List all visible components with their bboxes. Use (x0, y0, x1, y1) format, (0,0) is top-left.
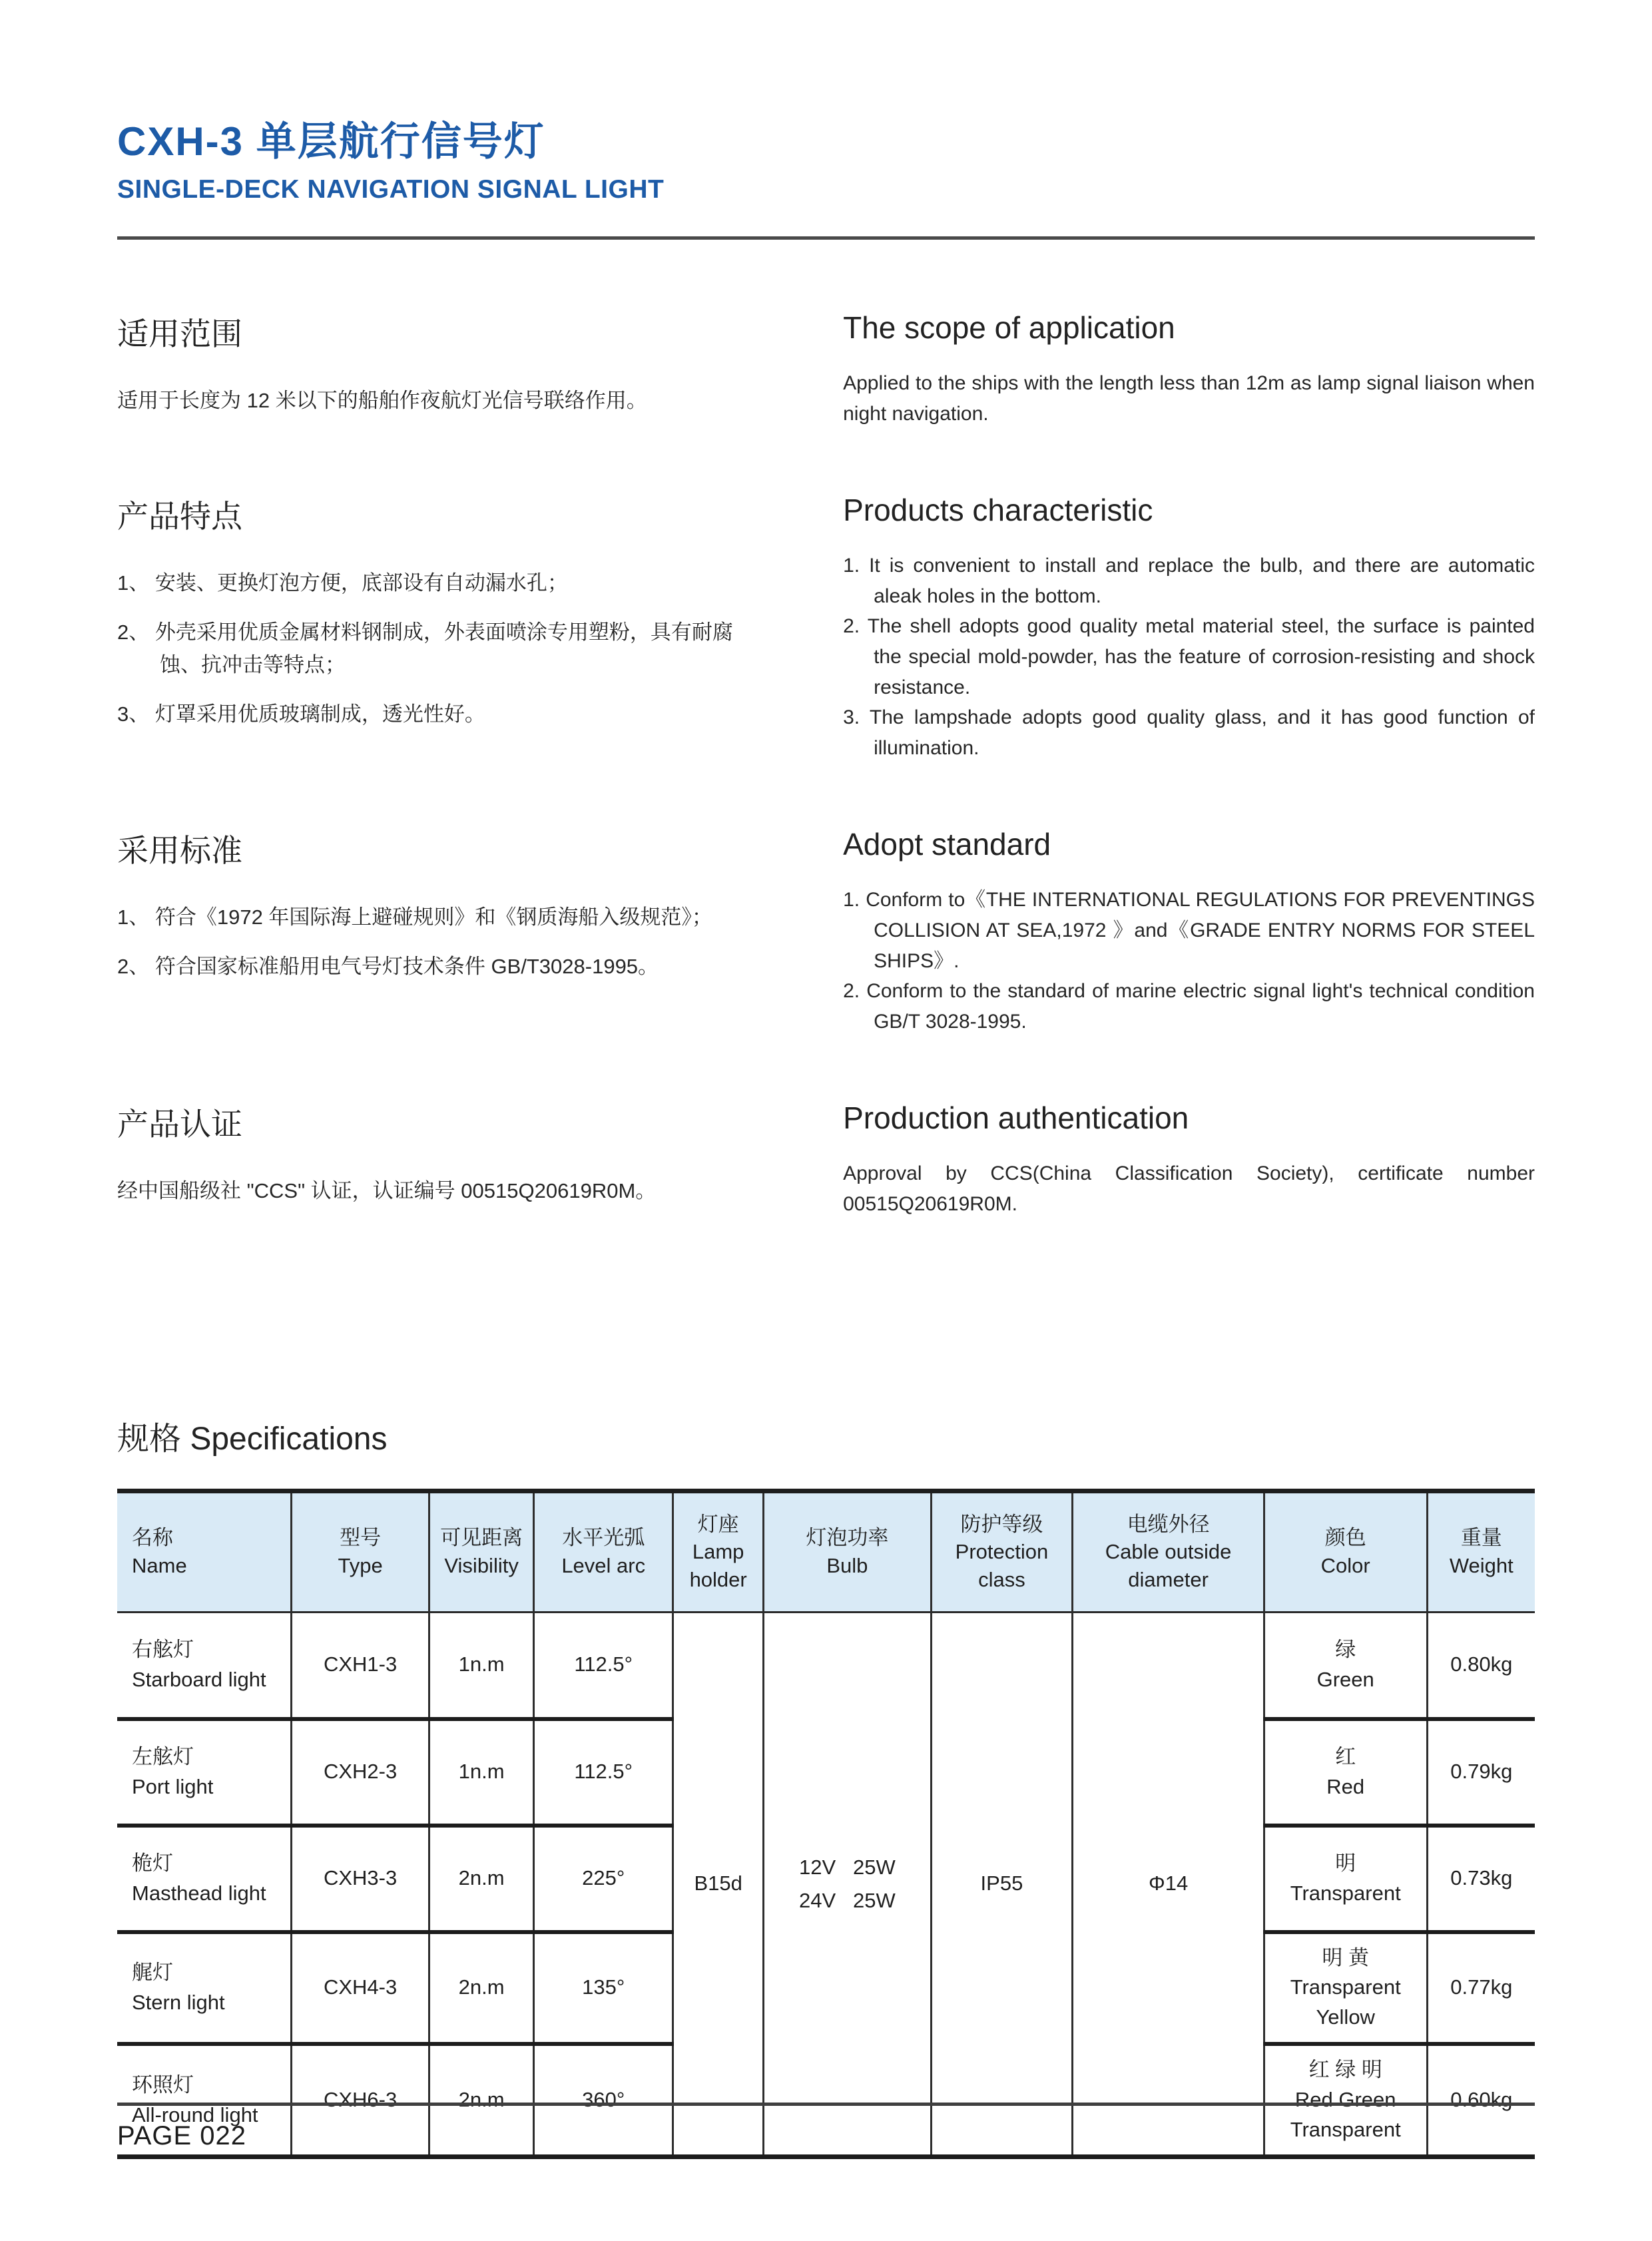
header-en: Type (338, 1554, 383, 1578)
table-row (117, 1613, 1535, 1719)
cell-color (1264, 1613, 1427, 1719)
sections-grid (117, 310, 1535, 1220)
cell-name (117, 1719, 292, 1826)
name-en: Starboard light (132, 1667, 266, 1691)
list-item: 2. Conform to the standard of marine electric signal light's technical condition GB/T 3028-1995. (843, 980, 1535, 1033)
section-heading: 产品认证 (117, 1107, 242, 1142)
cell-visibility: 1n.m (429, 1719, 534, 1826)
section-body: 适用于长度为 12 米以下的船舶作夜航灯光信号联络作用。 (117, 389, 647, 412)
cell-type: CXH3-3 (292, 1826, 429, 1932)
cell-protection: IP55 (931, 1613, 1073, 2157)
cell-level-arc: 225° (534, 1826, 673, 1932)
color-cn: 绿 (1335, 1637, 1356, 1661)
column-header-name (117, 1491, 292, 1613)
section-standard-en (843, 826, 1535, 1037)
name-cn: 左舷灯 (132, 1744, 194, 1768)
cell-type: CXH1-3 (292, 1613, 429, 1719)
section-list (843, 551, 1535, 763)
section-heading: Production authentication (843, 1101, 1189, 1136)
cell-type: CXH6-3 (292, 2044, 429, 2156)
bulb-line: 12V 25W (799, 1856, 896, 1879)
page-title-en: SINGLE-DECK NAVIGATION SIGNAL LIGHT (117, 175, 665, 204)
color-en: Transparent Yellow (1290, 1975, 1401, 2029)
cell-type: CXH4-3 (292, 1932, 429, 2045)
header-cn: 灯泡功率 (806, 1526, 889, 1550)
list-item: 1. Conform to《THE INTERNATIONAL REGULATIONS FOR PREVENTINGS COLLISION AT SEA,1972 》and《GRADE ENTRY NORMS FOR STEEL SHIPS》. (843, 889, 1535, 972)
color-en: Transparent (1290, 1881, 1401, 1905)
header-en: Visibility (444, 1554, 519, 1578)
name-en: Masthead light (132, 1881, 266, 1905)
cell-weight: 0.79kg (1427, 1719, 1535, 1826)
cell-visibility: 1n.m (429, 1613, 534, 1719)
section-scope-cn (117, 310, 770, 429)
section-heading: 采用标准 (117, 833, 242, 869)
section-cert-cn (117, 1100, 770, 1219)
cell-weight: 0.60kg (1427, 2044, 1535, 2156)
header-en: Bulb (826, 1554, 868, 1578)
header-cn: 可见距离 (440, 1526, 523, 1550)
column-header-visibility (429, 1491, 534, 1613)
header-cn: 灯座 (697, 1512, 739, 1536)
cell-name (117, 1613, 292, 1719)
section-heading: 产品特点 (117, 499, 242, 535)
section-heading: Products characteristic (843, 493, 1153, 528)
cell-level-arc: 112.5° (534, 1613, 673, 1719)
bulb-line: 24V 25W (799, 1888, 896, 1912)
cell-name (117, 1826, 292, 1932)
name-en: Stern light (132, 1990, 225, 2014)
cell-color (1264, 1719, 1427, 1826)
header-en: Lamp holder (689, 1540, 747, 1592)
list-item: 2、 符合国家标准船用电气号灯技术条件 GB/T3028-1995。 (117, 954, 659, 978)
page-number: PAGE 022 (117, 2121, 247, 2150)
specs-header-row (117, 1491, 1535, 1613)
cell-color (1264, 2044, 1427, 2156)
section-body: Approval by CCS(China Classification Society), certificate number 00515Q20619R0M. (843, 1162, 1535, 1215)
header-cn: 水平光弧 (562, 1526, 645, 1550)
name-en: Port light (132, 1774, 214, 1798)
header-cn: 颜色 (1324, 1526, 1366, 1550)
header-en: Weight (1449, 1554, 1514, 1578)
header-en: Color (1320, 1554, 1370, 1578)
header-cn: 型号 (340, 1526, 382, 1550)
column-header-bulb (764, 1491, 931, 1613)
header-cn: 电缆外径 (1127, 1512, 1210, 1536)
list-item: 2. The shell adopts good quality metal material steel, the surface is painted the special mold-powder, has the feature of corrosion-resisting and shock resistance. (843, 615, 1535, 698)
name-cn: 环照灯 (132, 2073, 194, 2097)
color-en: Red (1326, 1774, 1365, 1798)
list-item: 2、 外壳采用优质金属材料钢制成，外表面喷涂专用塑粉，具有耐腐蚀、抗冲击等特点； (117, 620, 733, 677)
page-title-cn: CXH-3 单层航行信号灯 (117, 119, 545, 164)
list-item: 3. The lampshade adopts good quality glass, and it has good function of illumination. (843, 706, 1535, 759)
header-en: Protection class (955, 1540, 1049, 1592)
name-cn: 艉灯 (132, 1961, 173, 1984)
cell-visibility: 2n.m (429, 2044, 534, 2156)
cell-visibility: 2n.m (429, 1932, 534, 2045)
section-features-en (843, 492, 1535, 763)
section-heading: Adopt standard (843, 827, 1051, 862)
list-item: 1. It is convenient to install and replace the bulb, and there are automatic aleak holes in the bottom. (843, 555, 1535, 607)
cell-weight: 0.80kg (1427, 1613, 1535, 1719)
column-header-color (1264, 1491, 1427, 1613)
list-item: 1、 安装、更换灯泡方便，底部设有自动漏水孔； (117, 571, 568, 595)
cell-level-arc: 360° (534, 2044, 673, 2156)
name-en: All-round light (132, 2103, 258, 2126)
cell-bulb (764, 1613, 931, 2157)
section-list (117, 901, 770, 983)
column-header-cable (1073, 1491, 1264, 1613)
cell-name (117, 1932, 292, 2045)
column-header-lamp-holder (673, 1491, 764, 1613)
list-item: 3、 灯罩采用优质玻璃制成，透光性好。 (117, 702, 485, 726)
name-cn: 桅灯 (132, 1851, 173, 1875)
color-cn: 明 黄 (1322, 1945, 1370, 1969)
section-standard-cn (117, 826, 770, 1037)
cell-lamp-holder: B15d (673, 1613, 764, 2157)
section-scope-en (843, 310, 1535, 429)
name-cn: 右舷灯 (132, 1637, 194, 1661)
section-list (843, 885, 1535, 1037)
color-en: Red Green Transparent (1290, 2088, 1401, 2142)
list-item: 1、 符合《1972 年国际海上避碰规则》和《钢质海船入级规范》； (117, 905, 712, 929)
header-divider (117, 236, 1535, 240)
color-cn: 红 (1335, 1744, 1356, 1768)
cell-weight: 0.73kg (1427, 1826, 1535, 1932)
header-cn: 重量 (1460, 1526, 1502, 1550)
column-header-weight (1427, 1491, 1535, 1613)
color-cn: 明 (1335, 1851, 1356, 1875)
header-en: Name (132, 1554, 187, 1578)
header-cn: 名称 (132, 1526, 173, 1550)
section-body: Applied to the ships with the length less than 12m as lamp signal liaison when night navigation. (843, 372, 1535, 425)
header-cn: 防护等级 (960, 1512, 1043, 1536)
section-list (117, 567, 770, 730)
header-en: Cable outside diameter (1105, 1540, 1232, 1592)
column-header-protection (931, 1491, 1073, 1613)
section-heading: The scope of application (843, 310, 1175, 345)
cell-level-arc: 112.5° (534, 1719, 673, 1826)
section-body: 经中国船级社 "CCS" 认证，认证编号 00515Q20619R0M。 (117, 1179, 657, 1203)
cell-color (1264, 1826, 1427, 1932)
column-header-level-arc (534, 1491, 673, 1613)
cell-color (1264, 1932, 1427, 2045)
footer-divider (117, 2103, 1535, 2106)
header-en: Level arc (561, 1554, 646, 1578)
cell-visibility: 2n.m (429, 1826, 534, 1932)
page-content (117, 0, 1535, 2159)
cell-level-arc: 135° (534, 1932, 673, 2045)
section-features-cn (117, 492, 770, 763)
section-heading: 适用范围 (117, 316, 242, 352)
color-en: Green (1316, 1667, 1374, 1691)
specs-heading: 规格 Specifications (117, 1421, 388, 1457)
column-header-type (292, 1491, 429, 1613)
color-cn: 红 绿 明 (1308, 2058, 1382, 2082)
cell-cable: Φ14 (1073, 1613, 1264, 2157)
cell-weight: 0.77kg (1427, 1932, 1535, 2045)
section-cert-en (843, 1100, 1535, 1219)
specs-table (117, 1489, 1535, 2160)
cell-type: CXH2-3 (292, 1719, 429, 1826)
